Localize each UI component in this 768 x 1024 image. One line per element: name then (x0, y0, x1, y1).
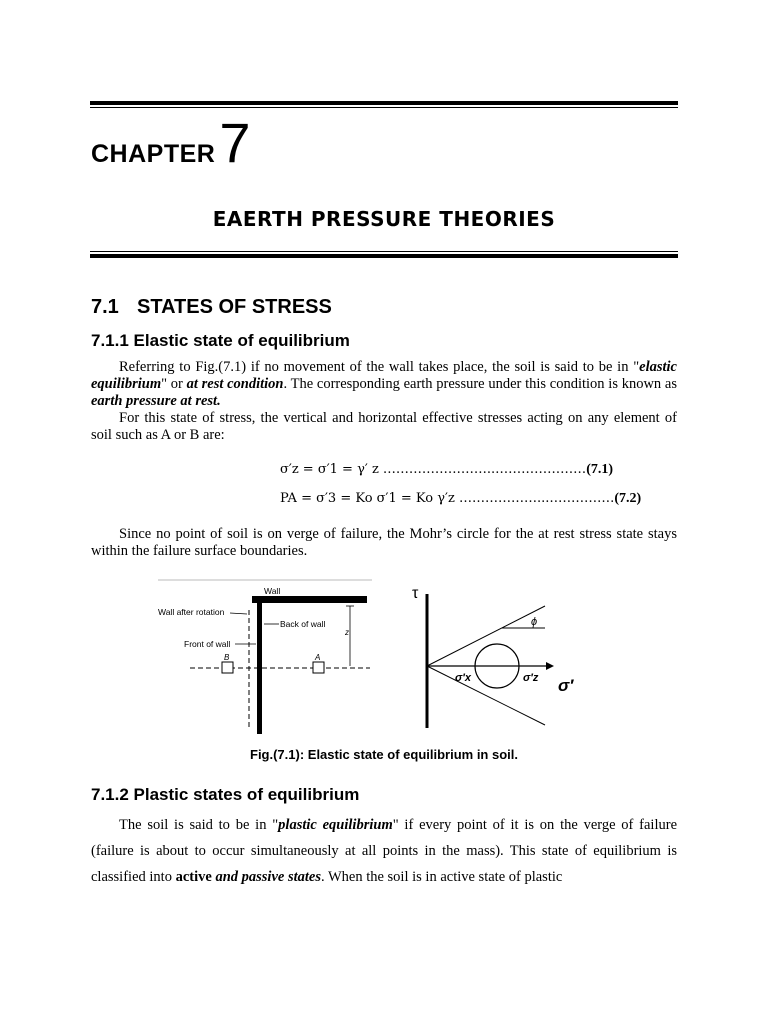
text: The soil is said to be in " (119, 817, 279, 833)
emphasis-active: active (175, 869, 212, 885)
label-b: B (224, 653, 230, 662)
emphasis-at-rest-condition: at rest condition (186, 376, 284, 392)
chapter-number: 7 (219, 111, 251, 174)
bottom-rule-thick (90, 254, 678, 258)
paragraph-mohr (91, 526, 677, 560)
section-7-1-heading (91, 296, 332, 319)
element-b (222, 662, 233, 673)
paragraph-plastic (91, 812, 677, 890)
bottom-rule-thin (90, 251, 678, 252)
paragraph-since: Since no point of soil is on verge of failure, the Mohr’s circle for the at rest stress state stays within the failure surface boundaries. (91, 526, 677, 559)
top-rule-thin (90, 107, 678, 108)
equation-7-1 (280, 462, 613, 478)
label-back-of-wall: Back of wall (280, 619, 326, 629)
equation-text: σ′z = σ′1 = γ′ z ……………………..………………… (280, 462, 587, 477)
label-wall-after-rotation: Wall after rotation (158, 607, 225, 617)
top-rule-thick (90, 101, 678, 105)
label-sigma: σ′ (558, 676, 574, 695)
equation-label: (7.2) (614, 491, 642, 506)
text: " if every point of it is on the verge of failure (failure is about to occur simultaneously at all points in the mass). This state of equilibrium is classified into (91, 817, 678, 885)
text: . When the soil is in active state of plastic (320, 869, 563, 885)
sigma-axis-arrow (546, 662, 554, 670)
wall-stem (257, 596, 262, 734)
paragraph-referring (91, 359, 677, 410)
label-sigma-x: σ′x (455, 672, 472, 684)
label-z: z (345, 628, 349, 637)
element-a (313, 662, 324, 673)
equation-label: (7.1) (586, 462, 614, 477)
emphasis-passive-states: and passive states (215, 869, 321, 885)
label-a: A (315, 653, 321, 662)
figure-elastic-state (150, 578, 590, 738)
equation-text: PA = σ′3 = Ko σ′1 = Ko γ′z ………………...…………… (280, 491, 615, 506)
section-7-1-1-heading: 7.1.1 Elastic state of equilibrium (91, 331, 350, 350)
paragraph-elastic (91, 359, 677, 444)
chapter-title: EAERTH PRESSURE THEORIES (212, 207, 556, 231)
leader-wall-after-rotation (230, 613, 247, 614)
emphasis-earth-pressure-at-rest: earth pressure at rest. (91, 393, 221, 409)
failure-envelope-upper (427, 606, 545, 666)
text: Referring to Fig.(7.1) if no movement of the wall takes place, the soil is said to be in " (119, 359, 640, 375)
label-tau: τ (412, 585, 419, 602)
section-7-1-2-heading: 7.1.2 Plastic states of equilibrium (91, 785, 360, 804)
chapter-word: CHAPTER (91, 140, 216, 168)
paragraph-plastic-text (91, 812, 677, 890)
paragraph-for-this-state: For this state of stress, the vertical and horizontal effective stresses acting on any element of soil such as A or B are: (91, 410, 677, 443)
label-wall: Wall (264, 586, 281, 596)
chapter-heading (91, 110, 251, 175)
label-front-of-wall: Front of wall (184, 639, 231, 649)
section-title: STATES OF STRESS (137, 296, 332, 318)
figure-caption: Fig.(7.1): Elastic state of equilibrium in soil. (250, 747, 518, 762)
emphasis-plastic-equilibrium: plastic equilibrium (278, 817, 393, 833)
section-number: 7.1 (91, 296, 119, 318)
text: " or (161, 376, 187, 392)
emphasis-elastic-equilibrium: elastic equilibrium (91, 359, 677, 392)
text: . The corresponding earth pressure under this condition is known as (283, 376, 677, 392)
wall-top (252, 596, 367, 603)
equation-7-2 (280, 491, 641, 507)
label-sigma-z: σ′z (523, 672, 539, 684)
label-phi: ϕ (531, 616, 538, 628)
